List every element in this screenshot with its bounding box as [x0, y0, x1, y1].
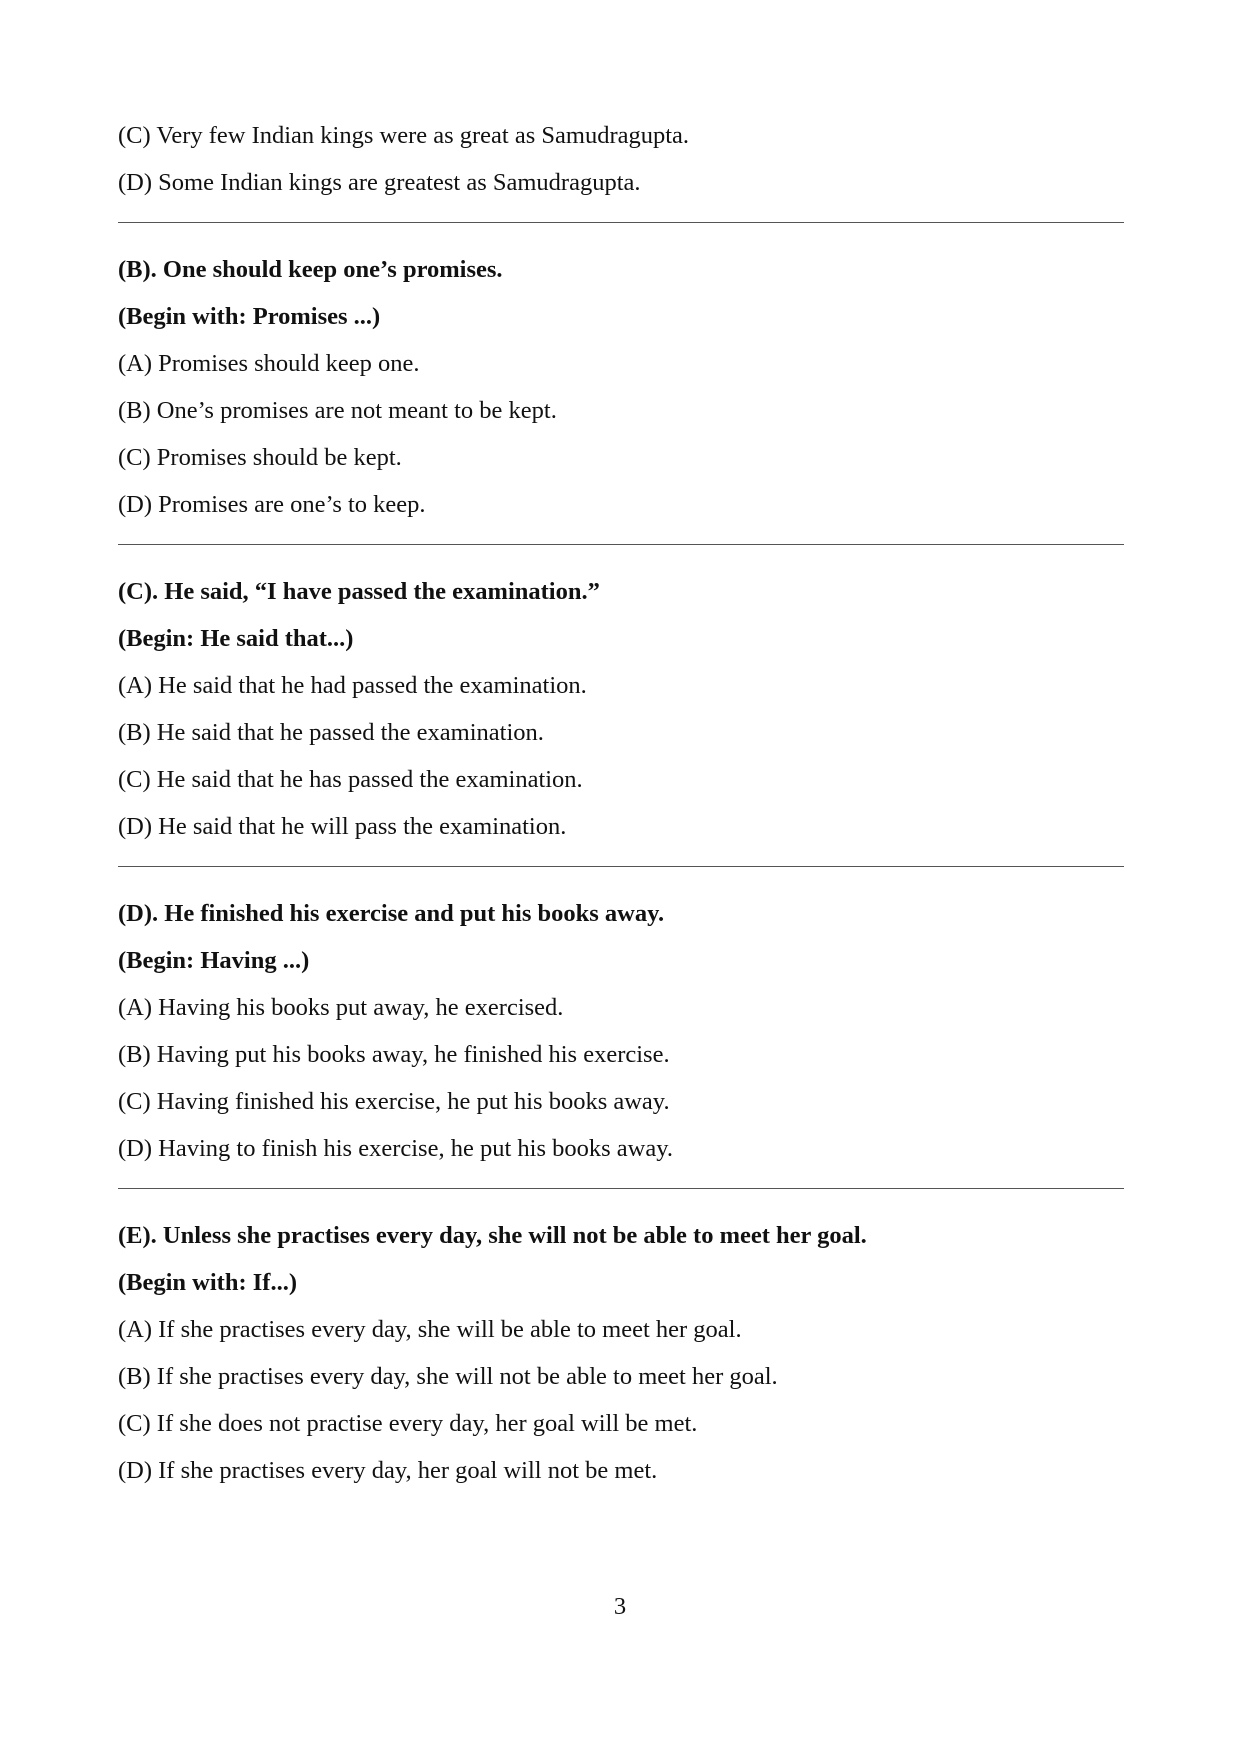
option-a: (A) Promises should keep one.	[118, 350, 420, 377]
question-instruction: (Begin: He said that...)	[118, 625, 354, 652]
option-c: (C) Very few Indian kings were as great as Samudragupta.	[118, 122, 690, 149]
option-d: (D) He said that he will pass the examination.	[118, 813, 567, 840]
page-number: 3	[613, 1593, 627, 1620]
option-b: (B) He said that he passed the examination.	[118, 719, 544, 746]
option-b: (B) One’s promises are not meant to be kept.	[118, 397, 557, 424]
question-heading: (E). Unless she practises every day, she will not be able to meet her goal.	[118, 1222, 867, 1249]
option-d: (D) If she practises every day, her goal will not be met.	[118, 1457, 658, 1484]
question-instruction: (Begin with: If...)	[118, 1269, 297, 1296]
question-heading: (D). He finished his exercise and put his books away.	[118, 900, 665, 927]
option-a: (A) If she practises every day, she will be able to meet her goal.	[118, 1316, 742, 1343]
question-c	[118, 568, 1124, 850]
question-heading: (B). One should keep one’s promises.	[118, 256, 503, 283]
option-c: (C) Having finished his exercise, he put his books away.	[118, 1088, 670, 1115]
question-b	[118, 246, 1124, 528]
option-d: (D) Some Indian kings are greatest as Samudragupta.	[118, 169, 641, 196]
question-d	[118, 890, 1124, 1172]
option-b: (B) If she practises every day, she will not be able to meet her goal.	[118, 1363, 778, 1390]
option-b: (B) Having put his books away, he finished his exercise.	[118, 1041, 670, 1068]
question-heading: (C). He said, “I have passed the examination.”	[118, 578, 600, 605]
option-a: (A) Having his books put away, he exercised.	[118, 994, 564, 1021]
option-c: (C) He said that he has passed the examination.	[118, 766, 583, 793]
option-c: (C) Promises should be kept.	[118, 444, 402, 471]
question-instruction: (Begin with: Promises ...)	[118, 303, 381, 330]
option-d: (D) Having to finish his exercise, he put his books away.	[118, 1135, 673, 1162]
document-page	[118, 112, 1124, 1494]
option-d: (D) Promises are one’s to keep.	[118, 491, 426, 518]
option-c: (C) If she does not practise every day, her goal will be met.	[118, 1410, 698, 1437]
question-e	[118, 1212, 1124, 1494]
option-a: (A) He said that he had passed the examination.	[118, 672, 587, 699]
question-instruction: (Begin: Having ...)	[118, 947, 310, 974]
carryover-options	[118, 112, 1124, 206]
